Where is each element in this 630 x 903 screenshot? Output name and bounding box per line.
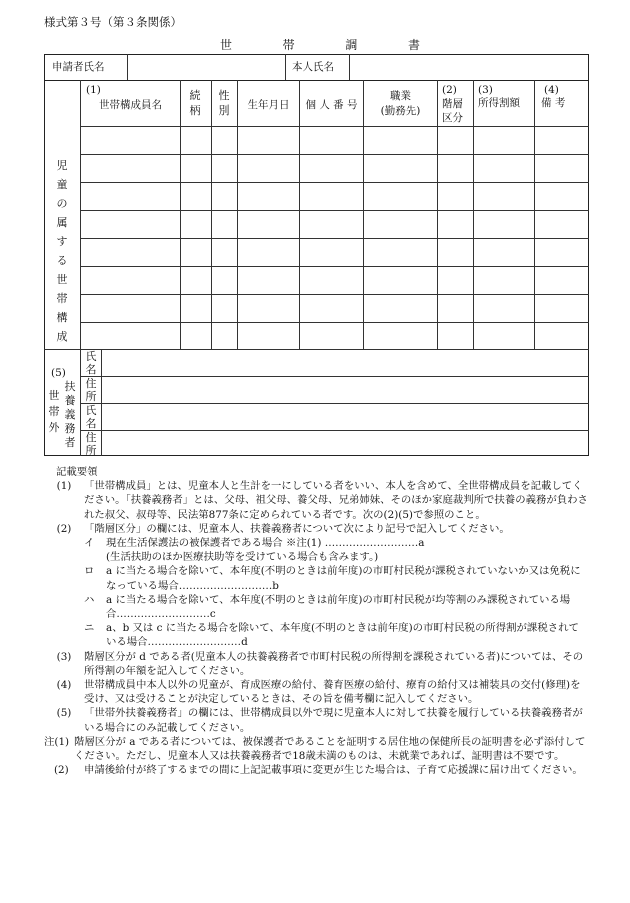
instruction-2-i-num: イ: [84, 537, 95, 550]
instruction-2-ni: [84, 621, 588, 649]
instruction-2-i-subtext: (生活扶助のほか医療扶助等を受けている場合も含みます。): [106, 551, 379, 564]
person-name-label: 本人氏名: [292, 61, 334, 73]
title-char-1: 世: [220, 38, 233, 52]
sec5-name-field[interactable]: [102, 350, 588, 376]
member-row[interactable]: [81, 183, 588, 210]
instruction-5-num: (5): [56, 707, 72, 720]
caution-2: [54, 763, 588, 777]
mynumber-header: 個 人 番 号: [305, 99, 358, 111]
sec5-label-a: 世帯外: [48, 389, 60, 434]
caution-1-num: 注(1): [44, 735, 70, 748]
instructions-heading: 記載要領: [56, 466, 98, 478]
birth-header: 生年月日: [247, 99, 290, 111]
instruction-2-ha-text: a に当たる場合を除いて、本年度(不明のときは前年度)の市町村民税が均等割のみ課税されている場合………………………c: [106, 593, 571, 621]
instruction-2-i-text: 現在生活保護法の被保護者である場合 ※注(1) ………………………a: [106, 537, 425, 550]
relation-header: 続柄: [189, 89, 201, 117]
income-header: 所得割額: [478, 97, 520, 109]
caution-2-text: 申請後給付が終了するまでの間に上記記載事項に変更が生じた場合は、子育て応援課に届け出てください。: [84, 764, 583, 777]
instruction-2: [44, 522, 588, 536]
instruction-5-text: 「世帯外扶養義務者」の欄には、世帯構成員以外で現に児童本人に対して扶養を履行している扶養義務者がいる場合にのみ記載してください。: [84, 707, 583, 734]
applicant-name-field[interactable]: [128, 55, 284, 80]
instruction-2-i-sub: [84, 550, 588, 564]
remarks-header-num: (4): [544, 84, 559, 96]
member-row[interactable]: [81, 155, 588, 182]
person-name-field[interactable]: [350, 55, 588, 80]
instruction-1-num: (1): [56, 480, 72, 493]
instruction-2-text: 「階層区分」の欄には、児童本人、扶養義務者について次により記号で記入してください。: [84, 522, 510, 535]
sec5-num: (5): [51, 367, 66, 379]
sec5-name-field[interactable]: [102, 404, 588, 430]
title-char-4: 書: [407, 38, 420, 52]
form-number: 様式第３号（第３条関係）: [44, 15, 182, 29]
tier-header-num: (2): [442, 84, 457, 96]
instruction-2-ni-num: ニ: [84, 622, 95, 635]
sex-header: 性別: [218, 89, 230, 117]
income-header-num: (3): [478, 84, 493, 96]
instruction-4: [44, 678, 588, 706]
sec5-name-label-1: 氏名: [85, 350, 97, 376]
instruction-2-ni-text: a、b 又は c に当たる場合を除いて、本年度(不明のときは前年度)の市町村民税の所得割が課税されている場合………………………d: [106, 622, 579, 649]
instruction-1: [44, 479, 588, 522]
job-header: 職業: [390, 90, 411, 102]
instruction-3-text: 階層区分が d である者(児童本人の扶養義務者で市町村民税の所得割を課税されている者)については、その所得割の年額を記入してください。: [84, 650, 584, 677]
instruction-5: [44, 706, 588, 734]
instruction-2-i: [84, 536, 588, 550]
caution-1: [44, 735, 588, 763]
instruction-2-ha: [84, 593, 588, 621]
instruction-3: [44, 650, 588, 678]
member-row[interactable]: [81, 127, 588, 154]
title-char-2: 帯: [282, 38, 295, 52]
remarks-header: 備 考: [541, 97, 566, 109]
member-row[interactable]: [81, 295, 588, 322]
sec5-address-field[interactable]: [102, 377, 588, 403]
instruction-4-text: 世帯構成員中本人以外の児童が、育成医療の給付、養育医療の給付、療育の給付又は補装具の交付(修理)を受け、又は受けることが決定しているときは、その旨を備考欄に記入してください。: [84, 679, 581, 706]
tier-header: 階層区分: [442, 98, 463, 124]
instruction-3-num: (3): [56, 650, 72, 663]
sec5-label-b: 扶養義務者: [64, 380, 76, 449]
household-side-label: 児童の属する世帯構成: [56, 159, 68, 343]
instruction-2-num: (2): [56, 522, 72, 535]
sec5-address-label-1: 住所: [85, 377, 97, 403]
instruction-2-ro-text: a に当たる場合を除いて、本年度(不明のときは前年度)の市町村民税が課税されていないか又は免税になっている場合………………………b: [106, 565, 581, 592]
job-sub-header: (勤務先): [380, 105, 421, 117]
applicant-name-label: 申請者氏名: [52, 61, 105, 73]
member-row[interactable]: [81, 239, 588, 266]
caution-2-num: (2): [54, 764, 69, 777]
instruction-2-ro: [84, 564, 588, 592]
sec5-name-label-2: 氏名: [85, 404, 97, 430]
instruction-4-num: (4): [56, 679, 72, 692]
instruction-2-ro-num: ロ: [84, 565, 95, 578]
members-header-num: (1): [86, 84, 101, 96]
sec5-address-field[interactable]: [102, 431, 588, 455]
member-row[interactable]: [81, 267, 588, 294]
instructions: [44, 465, 588, 777]
document-title: [220, 36, 420, 53]
caution-1-text: 階層区分が a である者については、被保護者であることを証明する居住地の保健所長の証明書を必ず添付してください。ただし、児童本人又は扶養義務者で18歳未満のものは、未就業であれば、証明書は不要です。: [74, 735, 586, 763]
sec5-address-label-2: 住所: [85, 431, 97, 457]
applicant-divider-2: [285, 54, 286, 81]
instruction-2-ha-num: ハ: [84, 593, 95, 606]
title-char-3: 調: [345, 38, 358, 52]
member-row[interactable]: [81, 323, 588, 349]
instruction-1-text: 「世帯構成員」とは、児童本人と生計を一にしている者をいい、本人を含めて、全世帯構成員を記載してください。「扶養義務者」とは、父母、祖父母、養父母、兄弟姉妹、そのほか家庭裁判所で扶養の義務が負わされた叔父、叔母等、民法第877条に定められている者です。次の(2)(5)で参照のこと。: [84, 480, 588, 521]
member-row[interactable]: [81, 211, 588, 238]
members-header: 世帯構成員名: [99, 99, 162, 111]
